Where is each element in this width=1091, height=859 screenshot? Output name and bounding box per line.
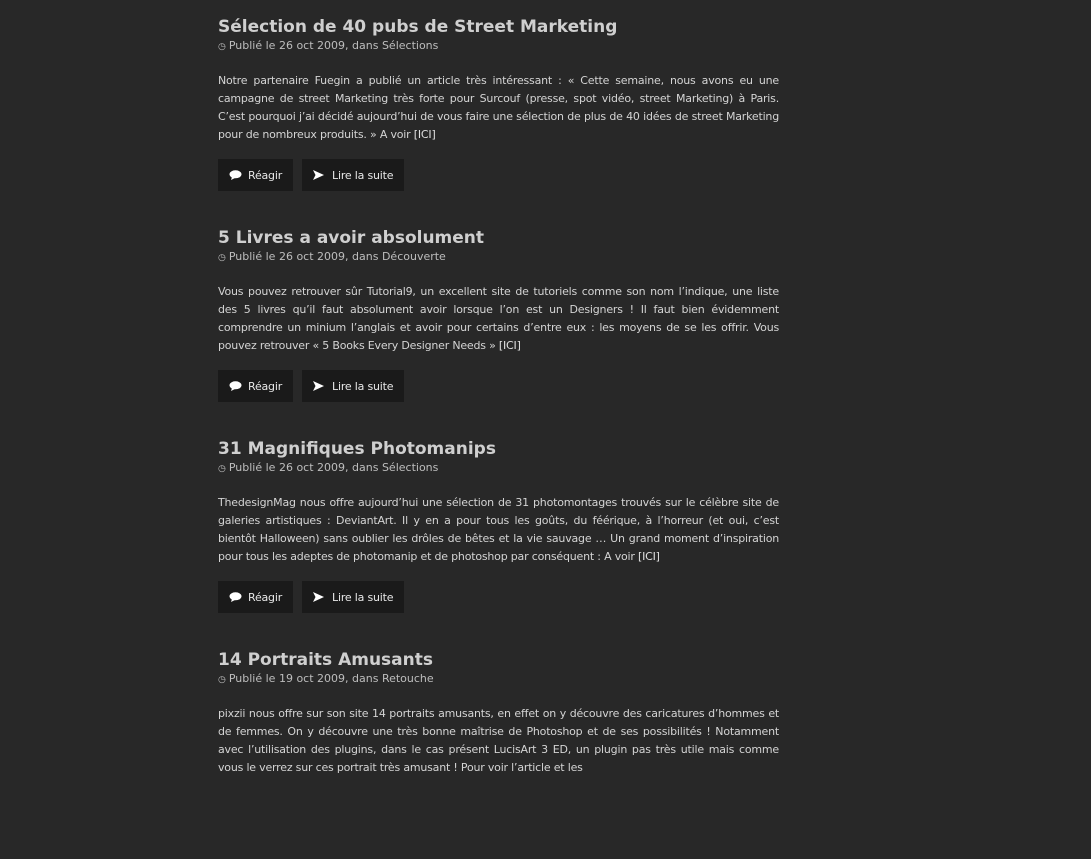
post-excerpt [218,72,779,144]
post-title[interactable]: 31 Magnifiques Photomanips [218,439,496,459]
arrow-right-icon [313,381,327,391]
speech-bubble-icon [229,592,243,602]
post-item [218,15,779,226]
post-meta [218,461,779,475]
post-date: Publié le 26 oct 2009, dans [228,250,382,263]
post-meta [218,672,779,686]
post-item [218,226,779,437]
post-date: Publié le 26 oct 2009, dans [228,39,382,52]
post-title[interactable]: 14 Portraits Amusants [218,650,433,670]
post-date: Publié le 26 oct 2009, dans [228,461,382,474]
post-item [218,648,779,859]
react-button[interactable] [218,370,293,402]
post-actions [218,159,404,191]
post-excerpt [218,494,779,566]
post-actions [218,581,404,613]
react-button-label: Réagir [248,379,283,393]
post-meta [218,250,779,264]
post-item [218,437,779,648]
post-title[interactable]: 5 Livres a avoir absolument [218,228,485,248]
clock-icon: ◷ [218,464,226,474]
react-button-label: Réagir [248,590,283,604]
post-excerpt [218,705,779,777]
post-category-link[interactable]: Sélections [381,39,439,52]
post-excerpt-text: Vous pouvez retrouver sûr Tutorial9, un excellent site de tutoriels comme son nom l’indique, une liste des 5 livres qu’il faut absolument avoir lorsque l’on est un Designers ! Il faut bien évidemment comprendre un minium l’anglais et avoir pour certains d’entre eux : les moyens de se les offrir. Vous pouvez retrouver « 5 Books Every Designer Needs » [218,285,779,352]
post-list [218,15,779,859]
arrow-right-icon [313,170,327,180]
read-more-button[interactable] [302,370,404,402]
read-more-button-label: Lire la suite [332,168,394,182]
post-actions [218,370,404,402]
read-more-button[interactable] [302,159,404,191]
speech-bubble-icon [229,381,243,391]
post-ici-link[interactable]: [ICI] [638,550,660,563]
post-date: Publié le 19 oct 2009, dans [228,672,382,685]
post-title[interactable]: Sélection de 40 pubs de Street Marketing [218,17,618,37]
post-excerpt-text: ThedesignMag nous offre aujourd’hui une sélection de 31 photomontages trouvés sur le célèbre site de galeries artistiques : DeviantArt. Il y en a pour tous les goûts, du féérique, à l’horreur (et oui, c’est bientôt Halloween) sans oublier les drôles de bêtes et la vie sauvage … Un grand moment d’inspiration pour tous les adeptes de photomanip et de photoshop par conséquent : A voir [218,496,779,563]
clock-icon: ◷ [218,42,226,52]
post-meta [218,39,779,53]
react-button[interactable] [218,581,293,613]
post-excerpt-text: Notre partenaire Fuegin a publié un article très intéressant : « Cette semaine, nous avons eu une campagne de street Marketing très forte pour Surcouf (presse, spot vidéo, street Marketing) à Paris. C’est pourquoi j’ai décidé aujourd’hui de vous faire une sélection de plus de 40 idées de street Marketing pour de nombreux produits. » A voir [218,74,779,141]
post-excerpt-text: pixzii nous offre sur son site 14 portraits amusants, en effet on y découvre des caricatures d’hommes et de femmes. On y découvre une très bonne maîtrise de Photoshop et de ses possibilités ! Notamment avec l’utilisation des plugins, dans le cas présent LucisArt 3 ED, un plugin pas très utile mais comme vous le verrez sur ces portrait très amusant ! Pour voir l’article et les [218,707,779,774]
post-category-link[interactable]: Sélections [381,461,439,474]
post-category-link[interactable]: Retouche [381,672,434,685]
read-more-button-label: Lire la suite [332,379,394,393]
clock-icon: ◷ [218,675,226,685]
post-ici-link[interactable]: [ICI] [498,339,521,352]
post-category-link[interactable]: Découverte [381,250,446,263]
react-button-label: Réagir [248,168,283,182]
read-more-button-label: Lire la suite [332,590,394,604]
clock-icon: ◷ [218,253,226,263]
react-button[interactable] [218,159,293,191]
arrow-right-icon [313,592,327,602]
read-more-button[interactable] [302,581,404,613]
speech-bubble-icon [229,170,243,180]
post-excerpt [218,283,779,355]
post-ici-link[interactable]: [ICI] [413,128,436,141]
